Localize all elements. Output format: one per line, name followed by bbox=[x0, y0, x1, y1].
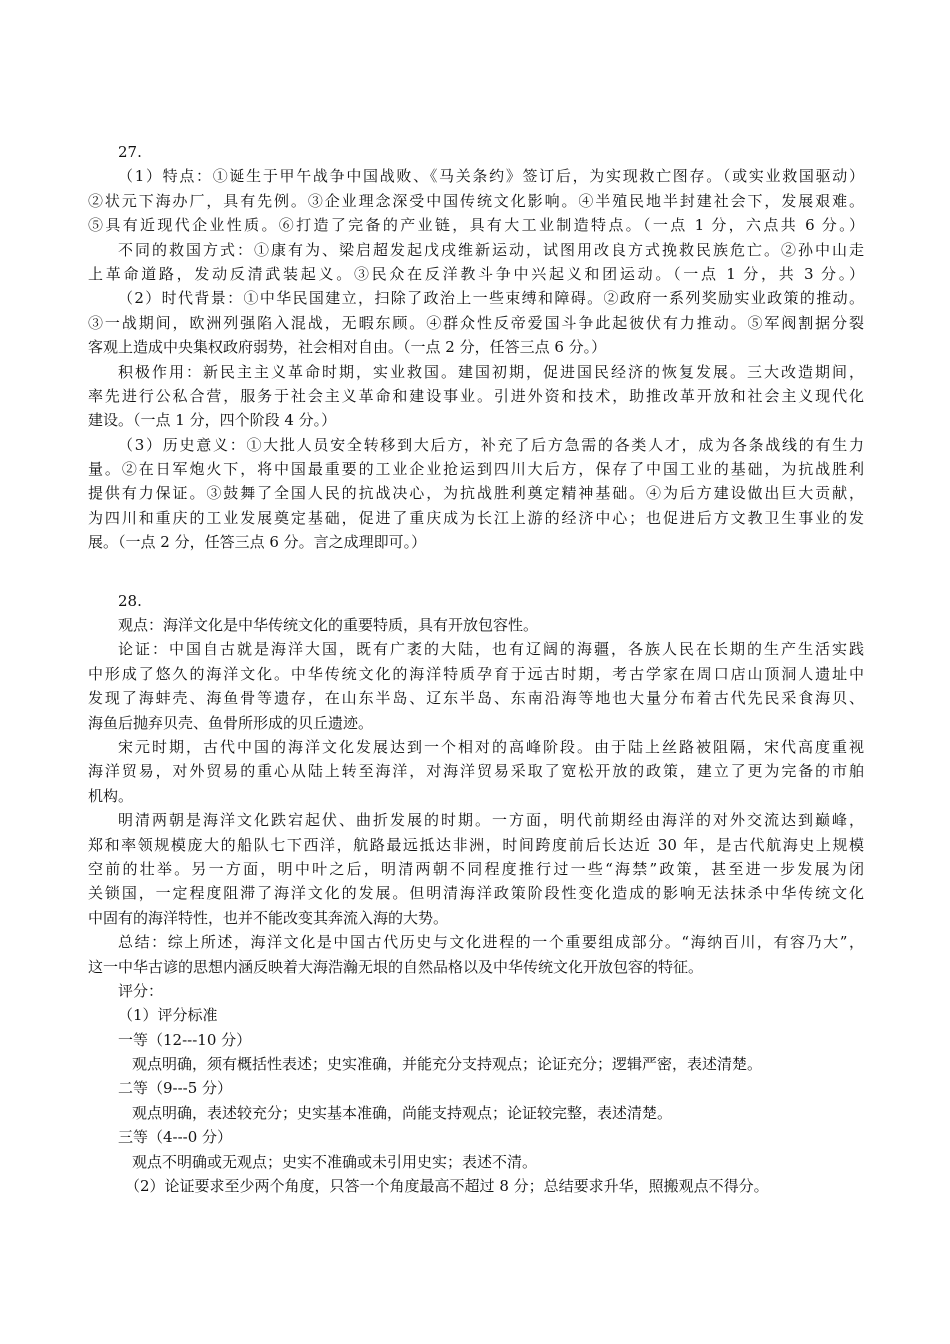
q28-line-12: 关锁国，一定程度阻滞了海洋文化的发展。但明清海洋政策阶段性变化造成的影响无法抹杀中华传统文化 bbox=[88, 884, 864, 903]
q28-line-11: 空前的壮举。另一方面，明中叶之后，明清两朝不同程度推行过一些“海禁”政策，甚至进一步发展为闭 bbox=[88, 859, 864, 878]
q28-line-6: 宋元时期，古代中国的海洋文化发展达到一个相对的高峰阶段。由于陆上丝路被阻隔，宋代高度重视 bbox=[118, 737, 864, 756]
q27-line-11: 建设。（一点 1 分，四个阶段 4 分。） bbox=[88, 411, 337, 430]
q28-line-22: 三等（4---0 分） bbox=[118, 1128, 233, 1147]
answer-document bbox=[88, 140, 864, 1198]
q27-line-4: 不同的救国方式：①康有为、梁启超发起戊戌维新运动，试图用改良方式挽救民族危亡。②孙中山走 bbox=[118, 240, 864, 259]
q27-line-3: ⑤具有近现代企业性质。⑥打造了完备的产业链，具有大工业制造特点。（一点 1 分，六点共 6 分。） bbox=[88, 216, 864, 235]
q28-line-9: 明清两朝是海洋文化跌宕起伏、曲折发展的时期。一方面，明代前期经由海洋的对外交流达到巅峰， bbox=[118, 811, 864, 830]
q28-line-5: 海鱼后抛弃贝壳、鱼骨所形成的贝丘遗迹。 bbox=[88, 713, 374, 732]
q27-number: 27. bbox=[118, 143, 142, 161]
q27-line-16: 展。（一点 2 分，任答三点 6 分。言之成理即可。） bbox=[88, 533, 427, 552]
q28-line-19: 观点明确，须有概括性表述；史实准确，并能充分支持观点；论证充分；逻辑严密，表述清楚。 bbox=[132, 1055, 763, 1074]
q28-line-3: 中形成了悠久的海洋文化。中华传统文化的海洋特质孕育于远古时期，考古学家在周口店山顶洞人遗址中 bbox=[88, 664, 864, 683]
q28-line-20: 二等（9---5 分） bbox=[118, 1079, 233, 1098]
q27-line-8: 客观上造成中央集权政府弱势，社会相对自由。（一点 2 分，任答三点 6 分。） bbox=[88, 338, 607, 357]
q28-line-13: 中固有的海洋特性，也并不能改变其奔流入海的大势。 bbox=[88, 908, 449, 927]
q28-line-8: 机构。 bbox=[88, 786, 134, 805]
q27-line-9: 积极作用：新民主主义革命时期，实业救国。建国初期，促进国民经济的恢复发展。三大改造期间， bbox=[118, 362, 864, 381]
q28-line-4: 发现了海蚌壳、海鱼骨等遗存，在山东半岛、辽东半岛、东南沿海等地也大量分布着古代先民采食海贝、 bbox=[88, 689, 864, 708]
q27-line-2: ②状元下海办厂，具有先例。③企业理念深受中国传统文化影响。④半殖民地半封建社会下，发展艰难。 bbox=[88, 191, 864, 210]
q27-line-12: （3）历史意义：①大批人员安全转移到大后方，补充了后方急需的各类人才，成为各条战线的有生力 bbox=[118, 435, 864, 454]
q28-line-10: 郑和率领规模庞大的船队七下西洋，航路最远抵达非洲，时间跨度前后长达近 30 年，是古代航海史上规模 bbox=[88, 835, 864, 854]
q28-number: 28. bbox=[118, 591, 142, 610]
q28-line-14: 总结：综上所述，海洋文化是中国古代历史与文化进程的一个重要组成部分。“海纳百川，有容乃大”， bbox=[118, 933, 864, 952]
section-spacer bbox=[88, 555, 864, 589]
q28-line-16: 评分： bbox=[118, 981, 164, 1000]
q27-line-1: （1）特点：①诞生于甲午战争中国战败、《马关条约》签订后，为实现救亡图存。（或实业救国驱动） bbox=[118, 167, 864, 186]
q28-line-15: 这一中华古谚的思想内涵反映着大海浩瀚无垠的自然品格以及中华传统文化开放包容的特征。 bbox=[88, 957, 704, 976]
q28-line-21: 观点明确，表述较充分；史实基本准确，尚能支持观点；论证较完整，表述清楚。 bbox=[132, 1103, 673, 1122]
q27-line-5: 上革命道路，发动反清武装起义。③民众在反洋教斗争中兴起义和团运动。（一点 1 分，共 3 分。） bbox=[88, 264, 864, 283]
q28-line-1: 观点：海洋文化是中华传统文化的重要特质，具有开放包容性。 bbox=[118, 616, 539, 635]
q27-line-10: 率先进行公私合营，服务于社会主义革命和建设事业。引进外资和技术，助推改革开放和社会主义现代化 bbox=[88, 386, 864, 405]
q28-line-18: 一等（12---10 分） bbox=[118, 1030, 252, 1049]
q28-line-7: 海洋贸易，对外贸易的重心从陆上转至海洋，对海洋贸易采取了宽松开放的政策，建立了更为完备的市舶 bbox=[88, 762, 864, 781]
q27-line-15: 为四川和重庆的工业发展奠定基础，促进了重庆成为长江上游的经济中心；也促进后方文教卫生事业的发 bbox=[88, 508, 864, 527]
q28-line-24: （2）论证要求至少两个角度，只答一个角度最高不超过 8 分；总结要求升华，照搬观点不得分。 bbox=[125, 1177, 769, 1196]
q27-line-14: 提供有力保证。③鼓舞了全国人民的抗战决心，为抗战胜利奠定精神基础。④为后方建设做出巨大贡献， bbox=[88, 484, 864, 503]
q27-line-7: ③一战期间，欧洲列强陷入混战，无暇东顾。④群众性反帝爱国斗争此起彼伏有力推动。⑤军阀割据分裂 bbox=[88, 313, 864, 332]
q28-line-23: 观点不明确或无观点；史实不准确或未引用史实；表述不清。 bbox=[132, 1152, 538, 1171]
q27-line-6: （2）时代背景：①中华民国建立，扫除了政治上一些束缚和障碍。②政府一系列奖励实业政策的推动。 bbox=[118, 289, 864, 308]
q28-line-17: （1）评分标准 bbox=[118, 1006, 218, 1025]
q28-line-2: 论证：中国自古就是海洋大国，既有广袤的大陆，也有辽阔的海疆，各族人民在长期的生产生活实践 bbox=[118, 640, 864, 659]
q27-line-13: 量。②在日军炮火下，将中国最重要的工业企业抢运到四川大后方，保存了中国工业的基础，为抗战胜利 bbox=[88, 460, 864, 479]
